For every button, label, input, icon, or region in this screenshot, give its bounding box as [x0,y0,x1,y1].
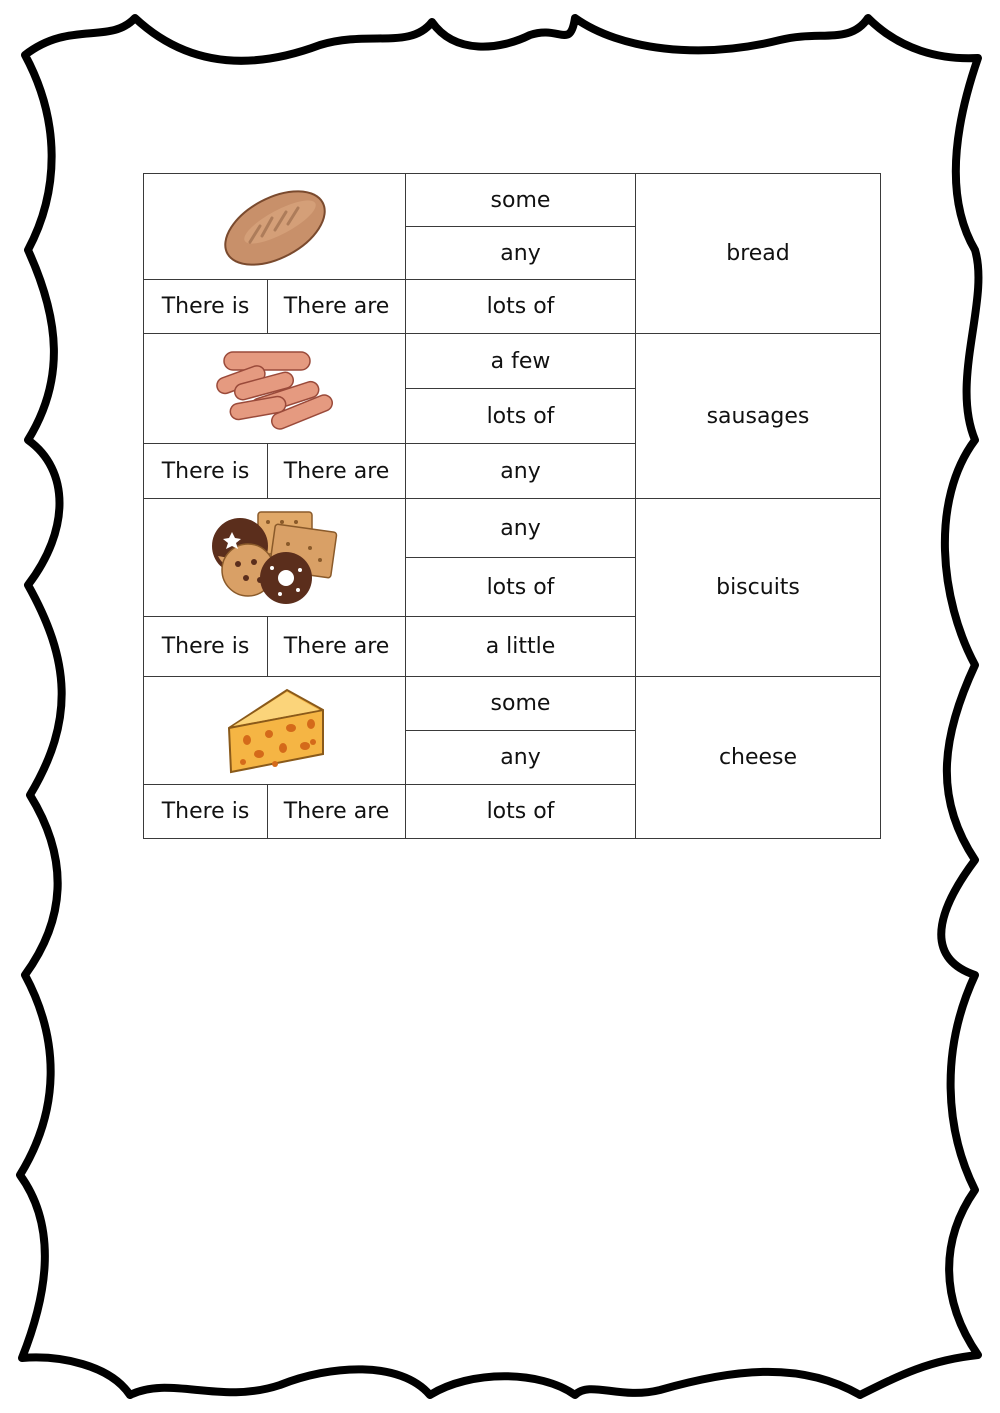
quantifier-option-1[interactable]: some [406,174,636,227]
sausages-icon [210,348,340,430]
quantifier-option-2[interactable]: lots of [406,389,636,444]
there-are-option[interactable]: There are [268,444,406,499]
quantifier-option-1[interactable]: some [406,677,636,731]
quantifier-option-3[interactable]: lots of [406,280,636,334]
quantifier-option-1[interactable]: a few [406,334,636,389]
cheese-icon [225,688,325,774]
quantifier-option-2[interactable]: any [406,227,636,280]
there-are-option[interactable]: There are [268,280,406,334]
food-noun: biscuits [636,499,881,677]
quantifier-option-1[interactable]: any [406,499,636,558]
food-noun: bread [636,174,881,334]
there-is-option[interactable]: There is [144,785,268,839]
there-is-option[interactable]: There is [144,444,268,499]
quantifier-option-3[interactable]: lots of [406,785,636,839]
food-picture [144,174,406,280]
food-noun: cheese [636,677,881,839]
food-picture [144,499,406,617]
there-are-option[interactable]: There are [268,785,406,839]
quantifier-worksheet-table [143,173,881,839]
bread-icon [220,184,330,270]
food-picture [144,677,406,785]
there-is-option[interactable]: There is [144,280,268,334]
food-noun: sausages [636,334,881,499]
quantifier-option-3[interactable]: any [406,444,636,499]
quantifier-option-2[interactable]: lots of [406,558,636,617]
food-picture [144,334,406,444]
quantifier-option-2[interactable]: any [406,731,636,785]
quantifier-option-3[interactable]: a little [406,617,636,677]
there-are-option[interactable]: There are [268,617,406,677]
there-is-option[interactable]: There is [144,617,268,677]
biscuits-icon [210,508,340,608]
